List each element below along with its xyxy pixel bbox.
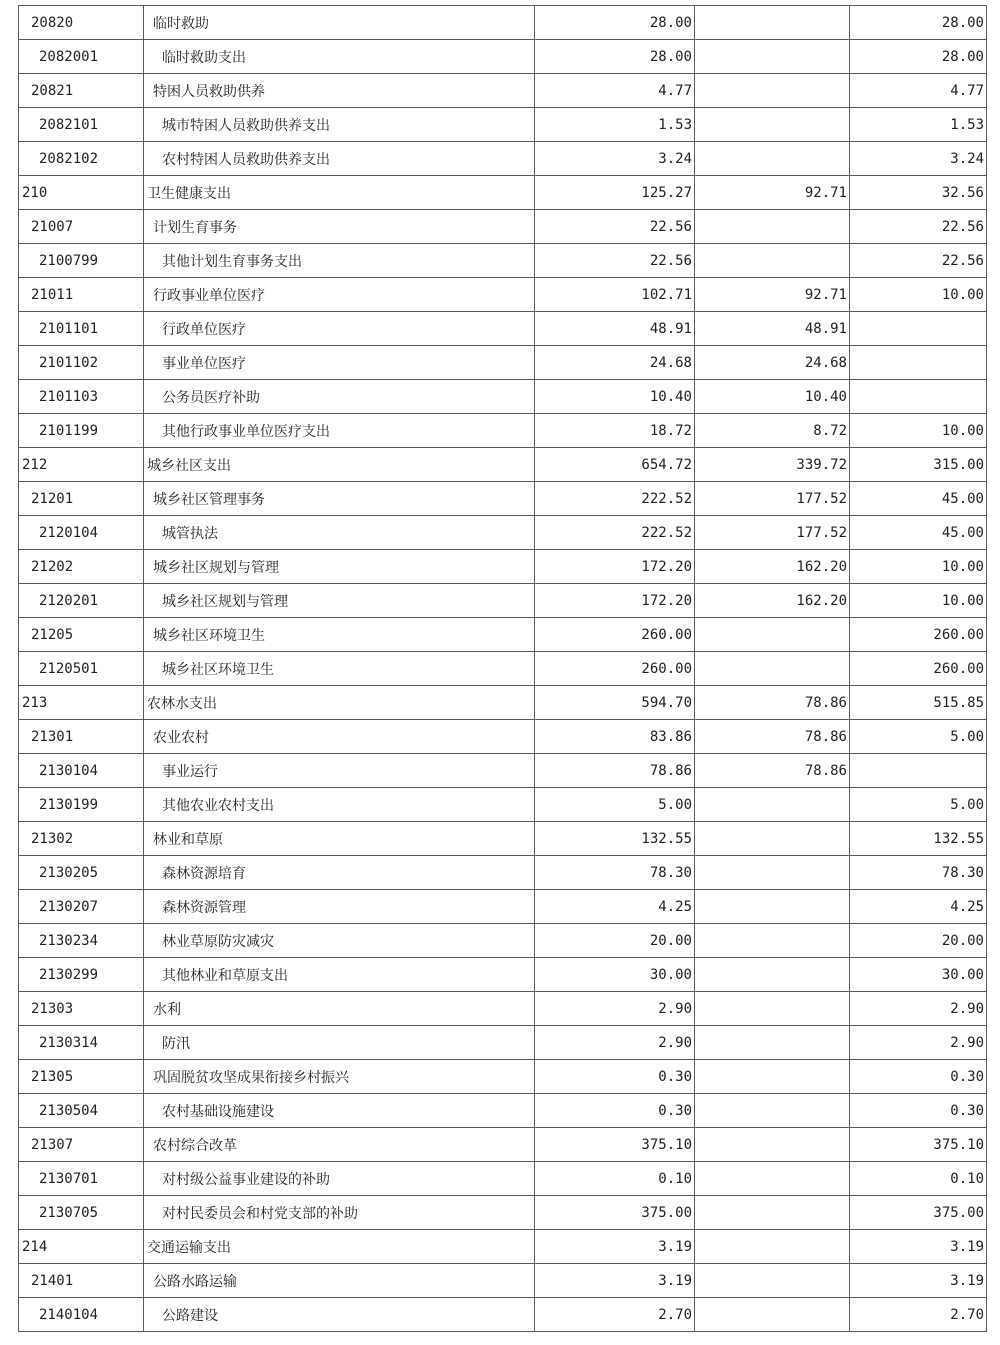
total-amount-cell: 78.30 bbox=[535, 856, 695, 890]
account-name-cell: 城管执法 bbox=[144, 516, 535, 550]
project-expenditure-cell: 1.53 bbox=[850, 108, 987, 142]
account-code-cell: 2130299 bbox=[19, 958, 144, 992]
project-expenditure-cell: 78.30 bbox=[850, 856, 987, 890]
account-name-cell: 对村民委员会和村党支部的补助 bbox=[144, 1196, 535, 1230]
total-amount-cell: 24.68 bbox=[535, 346, 695, 380]
total-amount-cell: 375.10 bbox=[535, 1128, 695, 1162]
account-code-cell: 213 bbox=[19, 686, 144, 720]
total-amount-cell: 10.40 bbox=[535, 380, 695, 414]
account-name-cell: 农林水支出 bbox=[144, 686, 535, 720]
project-expenditure-cell: 4.77 bbox=[850, 74, 987, 108]
project-expenditure-cell: 28.00 bbox=[850, 40, 987, 74]
account-code-cell: 2101199 bbox=[19, 414, 144, 448]
account-name-cell: 城乡社区规划与管理 bbox=[144, 584, 535, 618]
account-code-cell: 21201 bbox=[19, 482, 144, 516]
account-name-cell: 卫生健康支出 bbox=[144, 176, 535, 210]
project-expenditure-cell: 0.30 bbox=[850, 1094, 987, 1128]
project-expenditure-cell: 2.90 bbox=[850, 1026, 987, 1060]
total-amount-cell: 30.00 bbox=[535, 958, 695, 992]
basic-expenditure-cell: 10.40 bbox=[695, 380, 850, 414]
account-code-cell: 21307 bbox=[19, 1128, 144, 1162]
account-name-cell: 城市特困人员救助供养支出 bbox=[144, 108, 535, 142]
account-name-cell: 特困人员救助供养 bbox=[144, 74, 535, 108]
account-code-cell: 21302 bbox=[19, 822, 144, 856]
table-row bbox=[19, 754, 987, 788]
total-amount-cell: 28.00 bbox=[535, 6, 695, 40]
project-expenditure-cell bbox=[850, 346, 987, 380]
total-amount-cell: 0.30 bbox=[535, 1094, 695, 1128]
total-amount-cell: 2.90 bbox=[535, 1026, 695, 1060]
table-row bbox=[19, 1060, 987, 1094]
table-row bbox=[19, 992, 987, 1026]
total-amount-cell: 5.00 bbox=[535, 788, 695, 822]
total-amount-cell: 172.20 bbox=[535, 584, 695, 618]
total-amount-cell: 222.52 bbox=[535, 516, 695, 550]
project-expenditure-cell: 315.00 bbox=[850, 448, 987, 482]
account-code-cell: 2101103 bbox=[19, 380, 144, 414]
basic-expenditure-cell bbox=[695, 108, 850, 142]
account-name-cell: 农村特困人员救助供养支出 bbox=[144, 142, 535, 176]
basic-expenditure-cell: 177.52 bbox=[695, 516, 850, 550]
basic-expenditure-cell bbox=[695, 618, 850, 652]
basic-expenditure-cell bbox=[695, 142, 850, 176]
project-expenditure-cell: 0.30 bbox=[850, 1060, 987, 1094]
account-code-cell: 20821 bbox=[19, 74, 144, 108]
basic-expenditure-cell bbox=[695, 822, 850, 856]
total-amount-cell: 22.56 bbox=[535, 244, 695, 278]
total-amount-cell: 2.90 bbox=[535, 992, 695, 1026]
account-code-cell: 2130701 bbox=[19, 1162, 144, 1196]
total-amount-cell: 594.70 bbox=[535, 686, 695, 720]
project-expenditure-cell: 0.10 bbox=[850, 1162, 987, 1196]
project-expenditure-cell: 45.00 bbox=[850, 482, 987, 516]
project-expenditure-cell: 260.00 bbox=[850, 652, 987, 686]
account-code-cell: 20820 bbox=[19, 6, 144, 40]
total-amount-cell: 28.00 bbox=[535, 40, 695, 74]
project-expenditure-cell: 28.00 bbox=[850, 6, 987, 40]
account-code-cell: 21401 bbox=[19, 1264, 144, 1298]
account-code-cell: 2140104 bbox=[19, 1298, 144, 1332]
table-row bbox=[19, 1162, 987, 1196]
table-row bbox=[19, 1230, 987, 1264]
basic-expenditure-cell bbox=[695, 1094, 850, 1128]
total-amount-cell: 3.19 bbox=[535, 1230, 695, 1264]
project-expenditure-cell: 10.00 bbox=[850, 550, 987, 584]
account-code-cell: 2082101 bbox=[19, 108, 144, 142]
basic-expenditure-cell bbox=[695, 856, 850, 890]
basic-expenditure-cell bbox=[695, 6, 850, 40]
table-row bbox=[19, 856, 987, 890]
basic-expenditure-cell: 339.72 bbox=[695, 448, 850, 482]
basic-expenditure-cell bbox=[695, 890, 850, 924]
account-name-cell: 公路水路运输 bbox=[144, 1264, 535, 1298]
account-code-cell: 21205 bbox=[19, 618, 144, 652]
table-row bbox=[19, 1196, 987, 1230]
total-amount-cell: 83.86 bbox=[535, 720, 695, 754]
table-row bbox=[19, 516, 987, 550]
basic-expenditure-cell: 92.71 bbox=[695, 176, 850, 210]
account-name-cell: 事业单位医疗 bbox=[144, 346, 535, 380]
project-expenditure-cell: 132.55 bbox=[850, 822, 987, 856]
total-amount-cell: 375.00 bbox=[535, 1196, 695, 1230]
table-row bbox=[19, 618, 987, 652]
project-expenditure-cell: 5.00 bbox=[850, 788, 987, 822]
account-name-cell: 公务员医疗补助 bbox=[144, 380, 535, 414]
account-code-cell: 2082001 bbox=[19, 40, 144, 74]
basic-expenditure-cell bbox=[695, 958, 850, 992]
project-expenditure-cell: 22.56 bbox=[850, 244, 987, 278]
table-row bbox=[19, 1298, 987, 1332]
account-name-cell: 农村综合改革 bbox=[144, 1128, 535, 1162]
project-expenditure-cell: 4.25 bbox=[850, 890, 987, 924]
total-amount-cell: 3.19 bbox=[535, 1264, 695, 1298]
total-amount-cell: 125.27 bbox=[535, 176, 695, 210]
basic-expenditure-cell bbox=[695, 1162, 850, 1196]
account-code-cell: 212 bbox=[19, 448, 144, 482]
basic-expenditure-cell: 162.20 bbox=[695, 584, 850, 618]
account-name-cell: 对村级公益事业建设的补助 bbox=[144, 1162, 535, 1196]
account-name-cell: 农业农村 bbox=[144, 720, 535, 754]
total-amount-cell: 1.53 bbox=[535, 108, 695, 142]
account-name-cell: 森林资源管理 bbox=[144, 890, 535, 924]
total-amount-cell: 0.30 bbox=[535, 1060, 695, 1094]
project-expenditure-cell: 515.85 bbox=[850, 686, 987, 720]
project-expenditure-cell bbox=[850, 312, 987, 346]
table-row bbox=[19, 652, 987, 686]
basic-expenditure-cell bbox=[695, 992, 850, 1026]
table-row bbox=[19, 1128, 987, 1162]
table-row bbox=[19, 6, 987, 40]
basic-expenditure-cell bbox=[695, 1060, 850, 1094]
account-name-cell: 城乡社区支出 bbox=[144, 448, 535, 482]
project-expenditure-cell: 10.00 bbox=[850, 414, 987, 448]
table-row bbox=[19, 448, 987, 482]
table-row bbox=[19, 244, 987, 278]
account-code-cell: 2130199 bbox=[19, 788, 144, 822]
table-row bbox=[19, 380, 987, 414]
table-row bbox=[19, 686, 987, 720]
account-name-cell: 行政事业单位医疗 bbox=[144, 278, 535, 312]
table-row bbox=[19, 210, 987, 244]
account-code-cell: 21303 bbox=[19, 992, 144, 1026]
account-name-cell: 事业运行 bbox=[144, 754, 535, 788]
table-row bbox=[19, 1264, 987, 1298]
total-amount-cell: 78.86 bbox=[535, 754, 695, 788]
account-code-cell: 21007 bbox=[19, 210, 144, 244]
account-code-cell: 21301 bbox=[19, 720, 144, 754]
basic-expenditure-cell: 78.86 bbox=[695, 754, 850, 788]
basic-expenditure-cell: 92.71 bbox=[695, 278, 850, 312]
account-name-cell: 防汛 bbox=[144, 1026, 535, 1060]
basic-expenditure-cell bbox=[695, 1264, 850, 1298]
basic-expenditure-cell: 78.86 bbox=[695, 720, 850, 754]
account-code-cell: 2130234 bbox=[19, 924, 144, 958]
basic-expenditure-cell bbox=[695, 40, 850, 74]
account-name-cell: 巩固脱贫攻坚成果衔接乡村振兴 bbox=[144, 1060, 535, 1094]
total-amount-cell: 2.70 bbox=[535, 1298, 695, 1332]
total-amount-cell: 222.52 bbox=[535, 482, 695, 516]
account-code-cell: 2082102 bbox=[19, 142, 144, 176]
account-name-cell: 临时救助支出 bbox=[144, 40, 535, 74]
table-row bbox=[19, 176, 987, 210]
table-row bbox=[19, 482, 987, 516]
account-code-cell: 2120104 bbox=[19, 516, 144, 550]
account-name-cell: 水利 bbox=[144, 992, 535, 1026]
table-row bbox=[19, 822, 987, 856]
table-row bbox=[19, 890, 987, 924]
account-code-cell: 214 bbox=[19, 1230, 144, 1264]
account-name-cell: 其他农业农村支出 bbox=[144, 788, 535, 822]
account-code-cell: 21011 bbox=[19, 278, 144, 312]
table-row bbox=[19, 788, 987, 822]
basic-expenditure-cell bbox=[695, 74, 850, 108]
account-code-cell: 21305 bbox=[19, 1060, 144, 1094]
basic-expenditure-cell: 177.52 bbox=[695, 482, 850, 516]
project-expenditure-cell: 375.00 bbox=[850, 1196, 987, 1230]
basic-expenditure-cell: 78.86 bbox=[695, 686, 850, 720]
total-amount-cell: 4.25 bbox=[535, 890, 695, 924]
total-amount-cell: 260.00 bbox=[535, 618, 695, 652]
basic-expenditure-cell bbox=[695, 244, 850, 278]
table-row bbox=[19, 414, 987, 448]
basic-expenditure-cell: 8.72 bbox=[695, 414, 850, 448]
project-expenditure-cell: 10.00 bbox=[850, 278, 987, 312]
project-expenditure-cell: 22.56 bbox=[850, 210, 987, 244]
total-amount-cell: 22.56 bbox=[535, 210, 695, 244]
basic-expenditure-cell: 48.91 bbox=[695, 312, 850, 346]
account-code-cell: 2130705 bbox=[19, 1196, 144, 1230]
account-code-cell: 21202 bbox=[19, 550, 144, 584]
account-name-cell: 农村基础设施建设 bbox=[144, 1094, 535, 1128]
basic-expenditure-cell: 24.68 bbox=[695, 346, 850, 380]
account-name-cell: 临时救助 bbox=[144, 6, 535, 40]
account-code-cell: 210 bbox=[19, 176, 144, 210]
project-expenditure-cell: 3.19 bbox=[850, 1264, 987, 1298]
total-amount-cell: 260.00 bbox=[535, 652, 695, 686]
basic-expenditure-cell bbox=[695, 924, 850, 958]
project-expenditure-cell bbox=[850, 380, 987, 414]
account-code-cell: 2120501 bbox=[19, 652, 144, 686]
total-amount-cell: 48.91 bbox=[535, 312, 695, 346]
account-name-cell: 其他行政事业单位医疗支出 bbox=[144, 414, 535, 448]
total-amount-cell: 4.77 bbox=[535, 74, 695, 108]
project-expenditure-cell: 45.00 bbox=[850, 516, 987, 550]
account-name-cell: 行政单位医疗 bbox=[144, 312, 535, 346]
table-row bbox=[19, 550, 987, 584]
table-row bbox=[19, 584, 987, 618]
table-row bbox=[19, 924, 987, 958]
account-code-cell: 2130104 bbox=[19, 754, 144, 788]
table-row bbox=[19, 1026, 987, 1060]
account-name-cell: 林业和草原 bbox=[144, 822, 535, 856]
basic-expenditure-cell bbox=[695, 1230, 850, 1264]
project-expenditure-cell: 3.24 bbox=[850, 142, 987, 176]
table-body bbox=[19, 6, 987, 1332]
total-amount-cell: 102.71 bbox=[535, 278, 695, 312]
total-amount-cell: 20.00 bbox=[535, 924, 695, 958]
project-expenditure-cell: 5.00 bbox=[850, 720, 987, 754]
project-expenditure-cell: 30.00 bbox=[850, 958, 987, 992]
total-amount-cell: 3.24 bbox=[535, 142, 695, 176]
account-name-cell: 城乡社区环境卫生 bbox=[144, 652, 535, 686]
account-name-cell: 城乡社区环境卫生 bbox=[144, 618, 535, 652]
total-amount-cell: 132.55 bbox=[535, 822, 695, 856]
basic-expenditure-cell bbox=[695, 210, 850, 244]
account-code-cell: 2120201 bbox=[19, 584, 144, 618]
table-row bbox=[19, 40, 987, 74]
budget-expenditure-table bbox=[18, 5, 987, 1332]
project-expenditure-cell bbox=[850, 754, 987, 788]
account-code-cell: 2130207 bbox=[19, 890, 144, 924]
account-code-cell: 2101102 bbox=[19, 346, 144, 380]
project-expenditure-cell: 260.00 bbox=[850, 618, 987, 652]
table-row bbox=[19, 346, 987, 380]
project-expenditure-cell: 375.10 bbox=[850, 1128, 987, 1162]
account-name-cell: 其他林业和草原支出 bbox=[144, 958, 535, 992]
project-expenditure-cell: 2.90 bbox=[850, 992, 987, 1026]
account-name-cell: 城乡社区规划与管理 bbox=[144, 550, 535, 584]
basic-expenditure-cell bbox=[695, 1196, 850, 1230]
table-row bbox=[19, 74, 987, 108]
account-name-cell: 城乡社区管理事务 bbox=[144, 482, 535, 516]
basic-expenditure-cell: 162.20 bbox=[695, 550, 850, 584]
basic-expenditure-cell bbox=[695, 652, 850, 686]
total-amount-cell: 654.72 bbox=[535, 448, 695, 482]
project-expenditure-cell: 32.56 bbox=[850, 176, 987, 210]
account-name-cell: 计划生育事务 bbox=[144, 210, 535, 244]
basic-expenditure-cell bbox=[695, 1026, 850, 1060]
table-row bbox=[19, 1094, 987, 1128]
total-amount-cell: 18.72 bbox=[535, 414, 695, 448]
table-row bbox=[19, 720, 987, 754]
account-name-cell: 森林资源培育 bbox=[144, 856, 535, 890]
account-name-cell: 公路建设 bbox=[144, 1298, 535, 1332]
account-code-cell: 2130314 bbox=[19, 1026, 144, 1060]
total-amount-cell: 172.20 bbox=[535, 550, 695, 584]
account-code-cell: 2101101 bbox=[19, 312, 144, 346]
project-expenditure-cell: 2.70 bbox=[850, 1298, 987, 1332]
account-code-cell: 2130504 bbox=[19, 1094, 144, 1128]
account-name-cell: 林业草原防灾减灾 bbox=[144, 924, 535, 958]
total-amount-cell: 0.10 bbox=[535, 1162, 695, 1196]
account-code-cell: 2100799 bbox=[19, 244, 144, 278]
account-code-cell: 2130205 bbox=[19, 856, 144, 890]
basic-expenditure-cell bbox=[695, 1128, 850, 1162]
basic-expenditure-cell bbox=[695, 788, 850, 822]
account-name-cell: 交通运输支出 bbox=[144, 1230, 535, 1264]
table-row bbox=[19, 958, 987, 992]
project-expenditure-cell: 20.00 bbox=[850, 924, 987, 958]
account-name-cell: 其他计划生育事务支出 bbox=[144, 244, 535, 278]
table-row bbox=[19, 278, 987, 312]
table-row bbox=[19, 108, 987, 142]
project-expenditure-cell: 3.19 bbox=[850, 1230, 987, 1264]
basic-expenditure-cell bbox=[695, 1298, 850, 1332]
table-row bbox=[19, 312, 987, 346]
table-row bbox=[19, 142, 987, 176]
project-expenditure-cell: 10.00 bbox=[850, 584, 987, 618]
